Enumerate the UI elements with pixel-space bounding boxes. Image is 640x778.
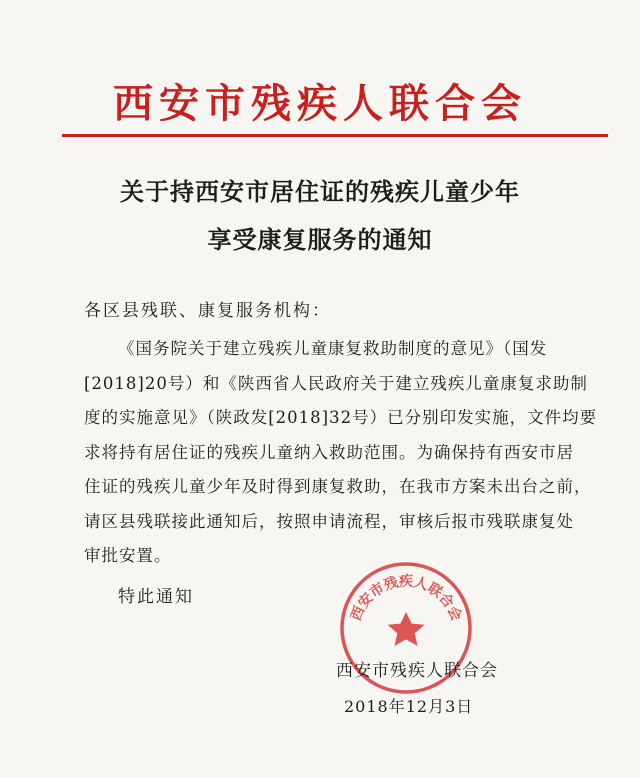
body-paragraph	[84, 332, 604, 574]
org-letterhead: 西安市残疾人联合会	[113, 80, 527, 127]
document-title-line-2: 享受康复服务的通知	[207, 225, 433, 254]
signature-date: 2018年12月3日	[344, 697, 474, 716]
body-line: 请区县残联接此通知后，按照申请流程，审核后报市残联康复处	[84, 511, 574, 531]
body-line: 审批安置。	[84, 546, 172, 565]
salutation: 各区县残联、康复服务机构：	[84, 301, 331, 321]
body-line: [2018]20号）和《陕西省人民政府关于建立残疾儿童康复求助制	[84, 373, 588, 393]
star-icon	[388, 612, 425, 646]
body-line: 求将持有居住证的残疾儿童纳入救助范围。为确保持有西安市居	[84, 442, 574, 462]
document-title-line-1: 关于持西安市居住证的残疾儿童少年	[120, 177, 520, 206]
letterhead-red-rule	[62, 134, 608, 137]
body-line: 度的实施意见》（陕政发[2018]32号）已分别印发实施，文件均要	[84, 408, 598, 427]
closing-line: 特此通知	[118, 587, 194, 607]
signature-organization: 西安市残疾人联合会	[336, 661, 498, 681]
body-line: 住证的残疾儿童少年及时得到康复救助，在我市方案未出台之前，	[84, 477, 592, 496]
body-line: 《国务院关于建立残疾儿童康复救助制度的意见》（国发	[118, 339, 548, 358]
seal-text: 西安市残疾人联合会	[348, 574, 464, 624]
